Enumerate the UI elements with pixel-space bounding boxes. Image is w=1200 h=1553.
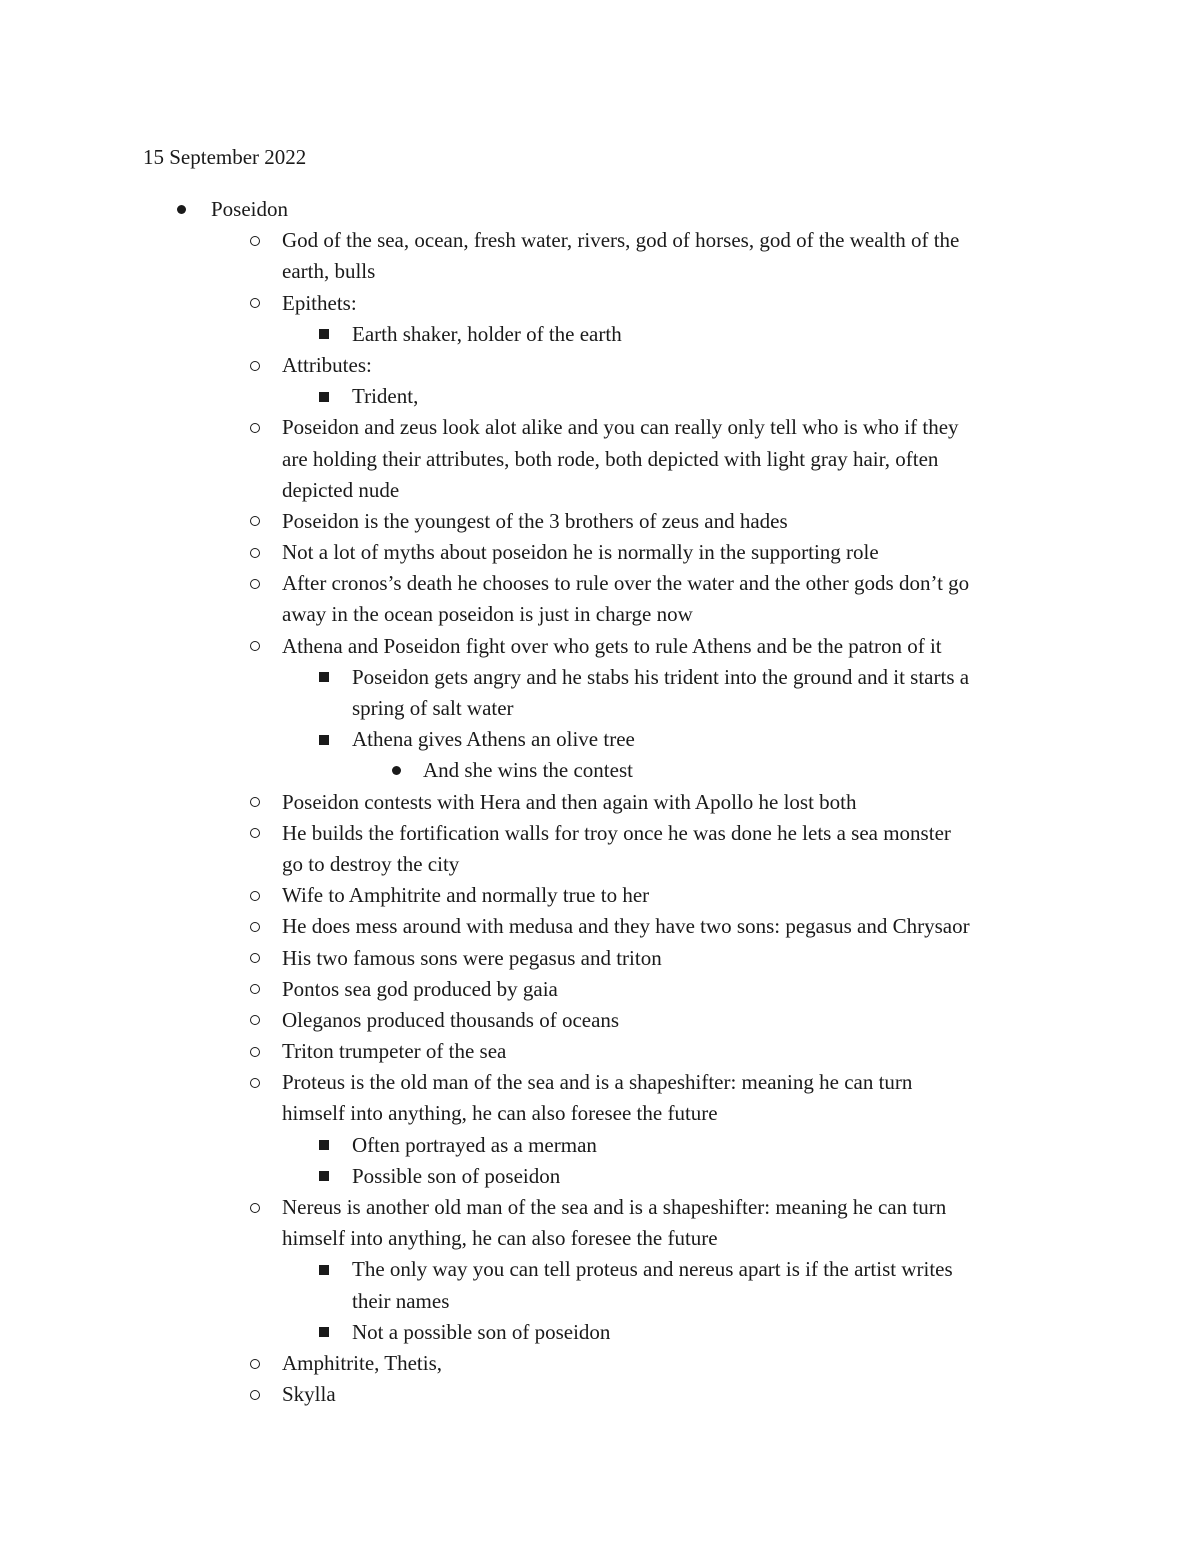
list-item [0, 1317, 1200, 1348]
list-item [0, 444, 1200, 475]
list-item-text: spring of salt water [352, 696, 514, 720]
list-item-text: Triton trumpeter of the sea [282, 1039, 507, 1064]
square-bullet-icon [314, 662, 334, 693]
list-item [0, 599, 1200, 630]
list-item [0, 1192, 1200, 1223]
list-item [0, 1130, 1200, 1161]
list-item-text: Poseidon contests with Hera and then again with Apollo he lost both [282, 789, 857, 814]
list-item [0, 319, 1200, 350]
list-item-text: Skylla [282, 1382, 336, 1407]
list-item-text: depicted nude [282, 477, 400, 502]
list-item-text: Poseidon [211, 197, 289, 221]
list-item [0, 412, 1200, 443]
list-item-text: Possible son of poseidon [352, 1163, 561, 1188]
list-item-text: Athena and Poseidon fight over who gets to rule Athens and be the patron of it [282, 633, 942, 658]
list-item [0, 631, 1200, 662]
list-item [0, 1067, 1200, 1098]
circle-bullet-icon [245, 631, 265, 662]
square-bullet-icon [314, 1254, 334, 1285]
square-bullet-icon [314, 724, 334, 755]
square-bullet-icon [314, 1161, 334, 1192]
list-item-text: Nereus is another old man of the sea and is a shapeshifter: meaning he can turn [282, 1195, 947, 1219]
list-item-text: Attributes: [282, 352, 372, 377]
list-item-text: Amphitrite, Thetis, [282, 1350, 443, 1375]
circle-bullet-icon [245, 1036, 265, 1067]
list-item [0, 350, 1200, 381]
list-item [0, 225, 1200, 256]
list-item-text: Earth shaker, holder of the earth [352, 321, 622, 346]
square-bullet-icon [314, 319, 334, 350]
list-item-text: Poseidon is the youngest of the 3 brothers of zeus and hades [282, 508, 788, 533]
list-item [0, 943, 1200, 974]
circle-bullet-icon [245, 506, 265, 537]
list-item-text: Athena gives Athens an olive tree [352, 727, 635, 752]
list-item [0, 1036, 1200, 1067]
list-item [0, 1098, 1200, 1129]
circle-bullet-icon [245, 288, 265, 319]
disc-bullet-icon [386, 755, 406, 786]
circle-bullet-icon [245, 943, 265, 974]
list-item-text: their names [352, 1288, 450, 1313]
circle-bullet-icon [245, 1348, 265, 1379]
list-item-text: God of the sea, ocean, fresh water, rivers, god of horses, god of the wealth of the [282, 228, 960, 253]
list-item-text: He builds the fortification walls for troy once he was done he lets a sea monster [282, 820, 951, 845]
list-item-text: The only way you can tell proteus and nereus apart is if the artist writes [352, 1257, 953, 1282]
list-item [0, 1161, 1200, 1192]
list-item-text: Not a possible son of poseidon [352, 1319, 611, 1344]
list-item-text: His two famous sons were pegasus and triton [282, 945, 662, 970]
circle-bullet-icon [245, 350, 265, 381]
list-item-text: After cronos’s death he chooses to rule over the water and the other gods don’t go [282, 571, 970, 596]
list-item-text: Trident, [352, 384, 419, 409]
circle-bullet-icon [245, 818, 265, 849]
list-item [0, 974, 1200, 1005]
list-item-text: Poseidon and zeus look alot alike and you can really only tell who is who if they [282, 415, 959, 440]
list-item-text: Epithets: [282, 290, 357, 315]
circle-bullet-icon [245, 1192, 265, 1223]
square-bullet-icon [314, 1130, 334, 1161]
list-item [0, 662, 1200, 693]
list-item-text: Wife to Amphitrite and normally true to her [282, 883, 650, 908]
list-item-text: are holding their attributes, both rode, both depicted with light gray hair, often [282, 446, 939, 471]
list-item [0, 506, 1200, 537]
list-item [0, 381, 1200, 412]
list-item-text: And she wins the contest [423, 758, 633, 783]
list-item [0, 288, 1200, 319]
list-item [0, 911, 1200, 942]
list-item-text: himself into anything, he can also foresee the future [282, 1101, 718, 1126]
circle-bullet-icon [245, 911, 265, 942]
list-item-text: away in the ocean poseidon is just in charge now [282, 602, 693, 627]
circle-bullet-icon [245, 537, 265, 568]
list-item [0, 1005, 1200, 1036]
list-item-text: He does mess around with medusa and they have two sons: pegasus and Chrysaor [282, 914, 970, 939]
list-item [0, 537, 1200, 568]
list-item [0, 568, 1200, 599]
square-bullet-icon [314, 1317, 334, 1348]
list-item [0, 256, 1200, 287]
notes-list [0, 194, 1200, 1410]
list-item [0, 475, 1200, 506]
circle-bullet-icon [245, 880, 265, 911]
list-item-text: Often portrayed as a merman [352, 1132, 597, 1157]
list-item-text: go to destroy the city [282, 851, 460, 876]
circle-bullet-icon [245, 568, 265, 599]
list-item [0, 1223, 1200, 1254]
list-item [0, 1348, 1200, 1379]
list-item-text: Proteus is the old man of the sea and is a shapeshifter: meaning he can turn [282, 1070, 913, 1095]
circle-bullet-icon [245, 412, 265, 443]
list-item-text: himself into anything, he can also foresee the future [282, 1226, 718, 1251]
list-item [0, 1286, 1200, 1317]
list-item [0, 787, 1200, 818]
disc-bullet-icon [171, 194, 191, 225]
list-item-text: Poseidon gets angry and he stabs his trident into the ground and it starts a [352, 664, 970, 689]
list-item [0, 693, 1200, 724]
list-item-text: Pontos sea god produced by gaia [282, 976, 558, 1001]
square-bullet-icon [314, 381, 334, 412]
list-item [0, 724, 1200, 755]
circle-bullet-icon [245, 225, 265, 256]
circle-bullet-icon [245, 974, 265, 1005]
circle-bullet-icon [245, 1067, 265, 1098]
list-item [0, 880, 1200, 911]
circle-bullet-icon [245, 787, 265, 818]
list-item [0, 818, 1200, 849]
list-item-text: Oleganos produced thousands of oceans [282, 1007, 620, 1032]
circle-bullet-icon [245, 1005, 265, 1036]
list-item-text: Not a lot of myths about poseidon he is normally in the supporting role [282, 540, 879, 565]
circle-bullet-icon [245, 1379, 265, 1410]
list-item-text: earth, bulls [282, 259, 376, 284]
list-item [0, 194, 1200, 225]
list-item [0, 1379, 1200, 1410]
list-item [0, 1254, 1200, 1285]
list-item [0, 849, 1200, 880]
document-date: 15 September 2022 [143, 145, 307, 169]
list-item [0, 755, 1200, 786]
